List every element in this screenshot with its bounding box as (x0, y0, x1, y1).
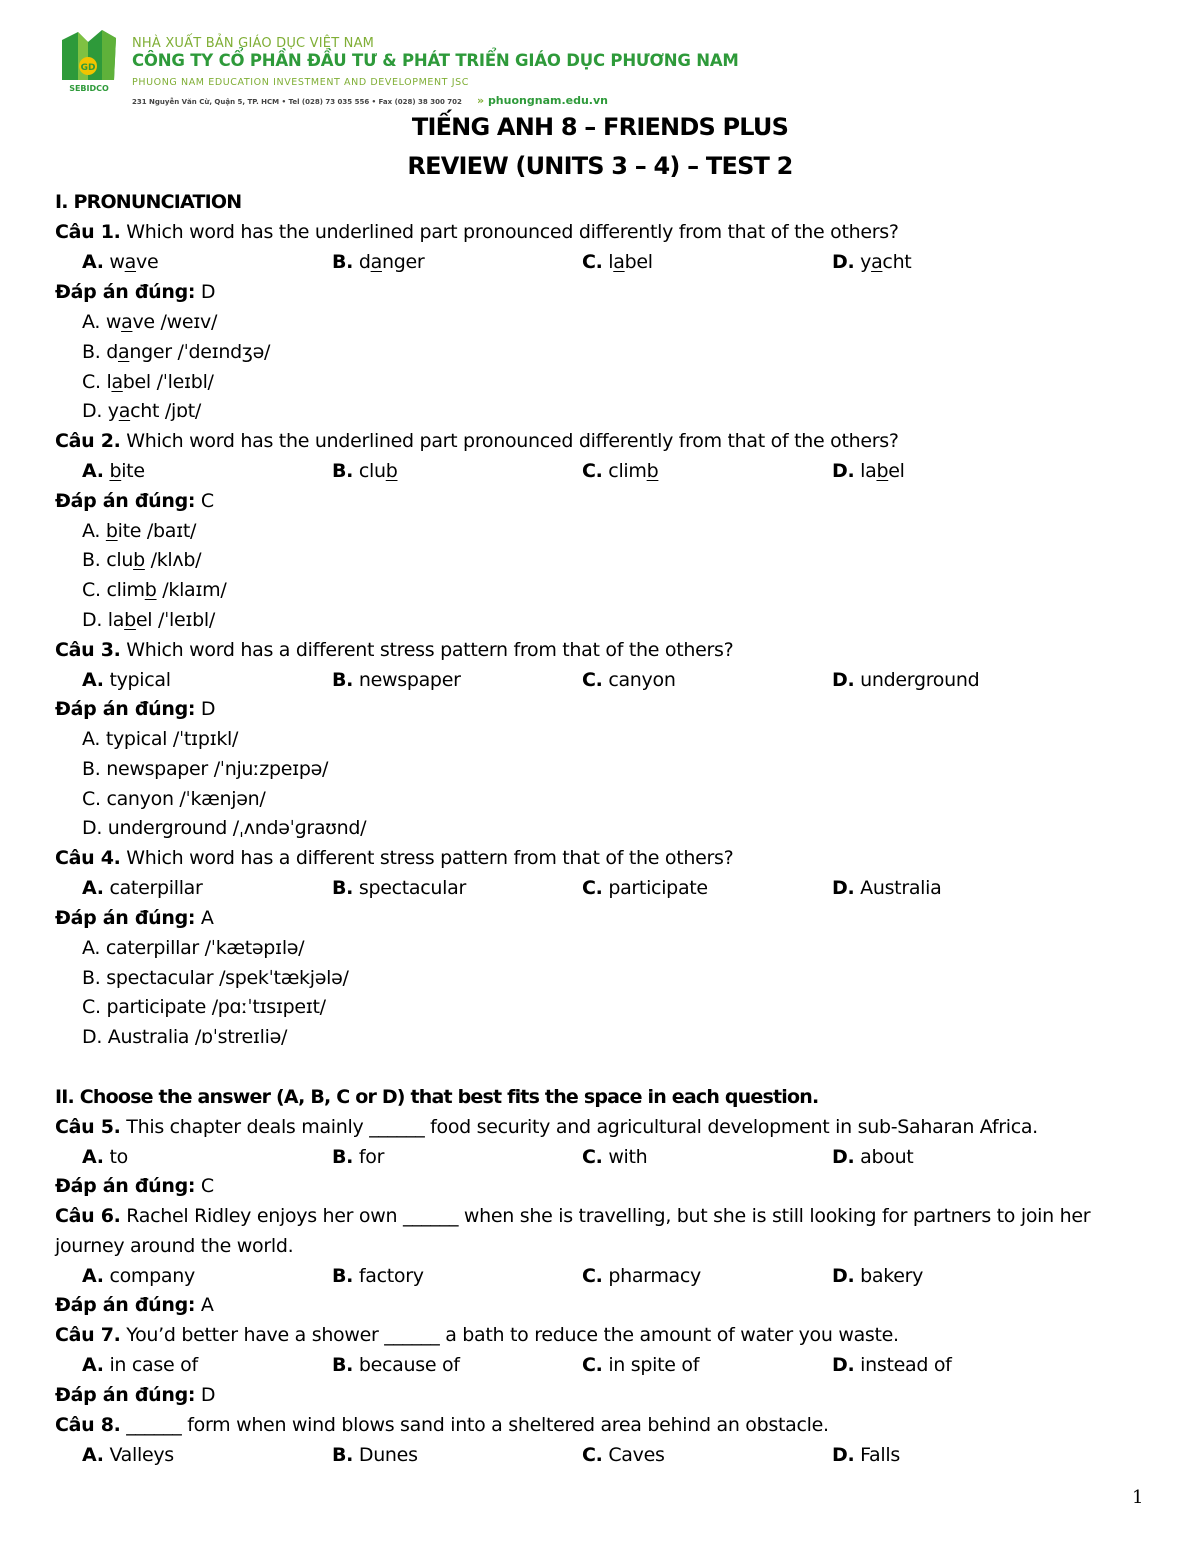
option-b: B. because of (332, 1354, 460, 1376)
explain-line: A. caterpillar /ˈkætəpɪlə/ (82, 937, 305, 959)
option-b: B. factory (332, 1265, 424, 1287)
explain-line: B. danger /ˈdeɪndʒə/ (82, 341, 271, 363)
option-d: D. instead of (832, 1354, 952, 1376)
option-text: in case of (109, 1354, 198, 1376)
answer-value: D (200, 698, 216, 720)
option-text: factory (358, 1265, 424, 1287)
answer-label: Đáp án đúng: (55, 1384, 196, 1406)
option-text: for (358, 1146, 385, 1168)
option-b: B. for (332, 1146, 385, 1168)
question-text: Which word has a different stress pattern from that of the others? (126, 639, 734, 661)
answer-value: C (200, 490, 214, 512)
option-text: Caves (608, 1444, 665, 1466)
question-number: Câu 3. (55, 639, 121, 661)
question-2 (55, 429, 899, 453)
question-text: Which word has the underlined part pronounced differently from that of the others? (126, 221, 899, 243)
option-text: Dunes (358, 1444, 418, 1466)
question-5 (55, 1115, 1038, 1139)
option-c: C. participate (582, 877, 708, 899)
answer-label: Đáp án đúng: (55, 281, 196, 303)
question-text: You’d better have a shower ______ a bath to reduce the amount of water you waste. (126, 1324, 899, 1346)
question-text-continued: journey around the world. (55, 1235, 294, 1257)
option-text: to (109, 1146, 128, 1168)
option-text: instead of (860, 1354, 952, 1376)
question-number: Câu 8. (55, 1414, 121, 1436)
answer-line (55, 906, 214, 930)
option-text: with (608, 1146, 648, 1168)
question-6 (55, 1204, 1090, 1228)
answer-value: A (200, 907, 214, 929)
option-text: Falls (860, 1444, 900, 1466)
option-text: Australia (860, 877, 942, 899)
explain-line: D. yacht /jɒt/ (82, 400, 201, 422)
option-text: company (109, 1265, 195, 1287)
explain-line: C. participate /pɑːˈtɪsɪpeɪt/ (82, 996, 326, 1018)
option-c: C. in spite of (582, 1354, 700, 1376)
question-number: Câu 7. (55, 1324, 121, 1346)
option-a: A. typical (82, 669, 171, 691)
section-heading-choose-answer: II. Choose the answer (A, B, C or D) that best fits the space in each question. (55, 1086, 819, 1108)
explain-line: C. canyon /ˈkænjən/ (82, 788, 266, 810)
answer-label: Đáp án đúng: (55, 1175, 196, 1197)
option-d: D. label (832, 460, 905, 482)
option-text: canyon (608, 669, 676, 691)
option-a: A. in case of (82, 1354, 198, 1376)
answer-label: Đáp án đúng: (55, 1294, 196, 1316)
option-a: A. company (82, 1265, 195, 1287)
answer-value: C (200, 1175, 214, 1197)
option-a: A. wave (82, 251, 159, 273)
question-text: This chapter deals mainly ______ food security and agricultural development in sub-Saharan Africa. (126, 1116, 1038, 1138)
option-b: B. spectacular (332, 877, 466, 899)
answer-line (55, 1174, 214, 1198)
answer-label: Đáp án đúng: (55, 698, 196, 720)
explain-line: C. climb /klaɪm/ (82, 579, 227, 601)
explain-line: C. label /ˈleɪbl/ (82, 371, 214, 393)
question-number: Câu 5. (55, 1116, 121, 1138)
option-text: because of (358, 1354, 460, 1376)
explain-line: D. underground /ˌʌndəˈɡraʊnd/ (82, 817, 367, 839)
option-d: D. Australia (832, 877, 942, 899)
answer-line (55, 697, 215, 721)
option-c: C. pharmacy (582, 1265, 701, 1287)
option-d: D. Falls (832, 1444, 900, 1466)
chevron-right-icon: » (476, 94, 485, 107)
explain-line: B. spectacular /spekˈtækjələ/ (82, 967, 349, 989)
option-a: A. Valleys (82, 1444, 174, 1466)
option-d: D. bakery (832, 1265, 924, 1287)
question-text: Rachel Ridley enjoys her own ______ when she is travelling, but she is still looking for partners to join her (126, 1205, 1091, 1227)
publisher-logo (58, 28, 118, 94)
question-text: ______ form when wind blows sand into a sheltered area behind an obstacle. (126, 1414, 829, 1436)
question-number: Câu 6. (55, 1205, 121, 1227)
document-title: TIẾNG ANH 8 – FRIENDS PLUS (411, 113, 789, 141)
explain-line: A. wave /weɪv/ (82, 311, 218, 333)
company-address: 231 Nguyễn Văn Cừ, Quận 5, TP. HCM • Tel (028) 73 035 556 • Fax (028) 38 300 702 (132, 98, 462, 106)
option-text: Valleys (109, 1444, 174, 1466)
document-subtitle: REVIEW (UNITS 3 – 4) – TEST 2 (407, 152, 793, 180)
explain-line: A. bite /baɪt/ (82, 520, 197, 542)
option-d: D. about (832, 1146, 914, 1168)
option-b: B. newspaper (332, 669, 461, 691)
option-a: A. caterpillar (82, 877, 203, 899)
option-text: spectacular (358, 877, 466, 899)
answer-value: A (200, 1294, 214, 1316)
option-a: A. bite (82, 460, 145, 482)
publisher-name: NHÀ XUẤT BẢN GIÁO DỤC VIỆT NAM (132, 36, 375, 51)
answer-value: D (200, 1384, 216, 1406)
question-text: Which word has a different stress pattern from that of the others? (126, 847, 734, 869)
question-number: Câu 4. (55, 847, 121, 869)
option-b: B. Dunes (332, 1444, 418, 1466)
company-name-en: PHUONG NAM EDUCATION INVESTMENT AND DEVELOPMENT JSC (132, 77, 469, 88)
option-text: caterpillar (109, 877, 203, 899)
page-number: 1 (1132, 1487, 1144, 1508)
option-text: participate (608, 877, 708, 899)
option-text: pharmacy (608, 1265, 701, 1287)
question-text: Which word has the underlined part pronounced differently from that of the others? (126, 430, 899, 452)
explain-line: A. typical /ˈtɪpɪkl/ (82, 728, 239, 750)
answer-line (55, 280, 215, 304)
option-text: in spite of (608, 1354, 700, 1376)
option-c: C. climb (582, 460, 659, 482)
option-text: bakery (860, 1265, 924, 1287)
option-text: newspaper (358, 669, 461, 691)
question-4 (55, 846, 733, 870)
option-a: A. to (82, 1146, 128, 1168)
question-1 (55, 220, 899, 244)
question-7 (55, 1323, 899, 1347)
option-d: D. yacht (832, 251, 912, 273)
answer-line (55, 489, 214, 513)
logo-brand: SEBIDCO (69, 84, 109, 93)
publisher-header (58, 28, 739, 107)
logo-mark: GD (80, 63, 96, 73)
option-c: C. label (582, 251, 653, 273)
company-name: CÔNG TY CỔ PHẦN ĐẦU TƯ & PHÁT TRIỂN GIÁO DỤC PHƯƠNG NAM (132, 51, 739, 70)
option-c: C. Caves (582, 1444, 665, 1466)
option-d: D. underground (832, 669, 980, 691)
question-number: Câu 2. (55, 430, 121, 452)
question-number: Câu 1. (55, 221, 121, 243)
explain-line: D. label /ˈleɪbl/ (82, 609, 216, 631)
explain-line: B. newspaper /ˈnjuːzpeɪpə/ (82, 758, 329, 780)
option-b: B. danger (332, 251, 425, 273)
answer-line (55, 1293, 214, 1317)
company-website (477, 94, 608, 107)
question-3 (55, 638, 733, 662)
option-text: underground (860, 669, 980, 691)
option-b: B. club (332, 460, 398, 482)
explain-line: D. Australia /ɒˈstreɪliə/ (82, 1026, 288, 1048)
option-c: C. with (582, 1146, 648, 1168)
question-8 (55, 1413, 829, 1437)
option-text: about (860, 1146, 914, 1168)
option-text: typical (109, 669, 171, 691)
answer-label: Đáp án đúng: (55, 490, 196, 512)
answer-label: Đáp án đúng: (55, 907, 196, 929)
section-heading-pronunciation: I. PRONUNCIATION (55, 191, 242, 213)
answer-line (55, 1383, 215, 1407)
website-text: phuongnam.edu.vn (487, 94, 608, 107)
option-c: C. canyon (582, 669, 676, 691)
explain-line: B. club /klʌb/ (82, 549, 202, 571)
answer-value: D (200, 281, 216, 303)
